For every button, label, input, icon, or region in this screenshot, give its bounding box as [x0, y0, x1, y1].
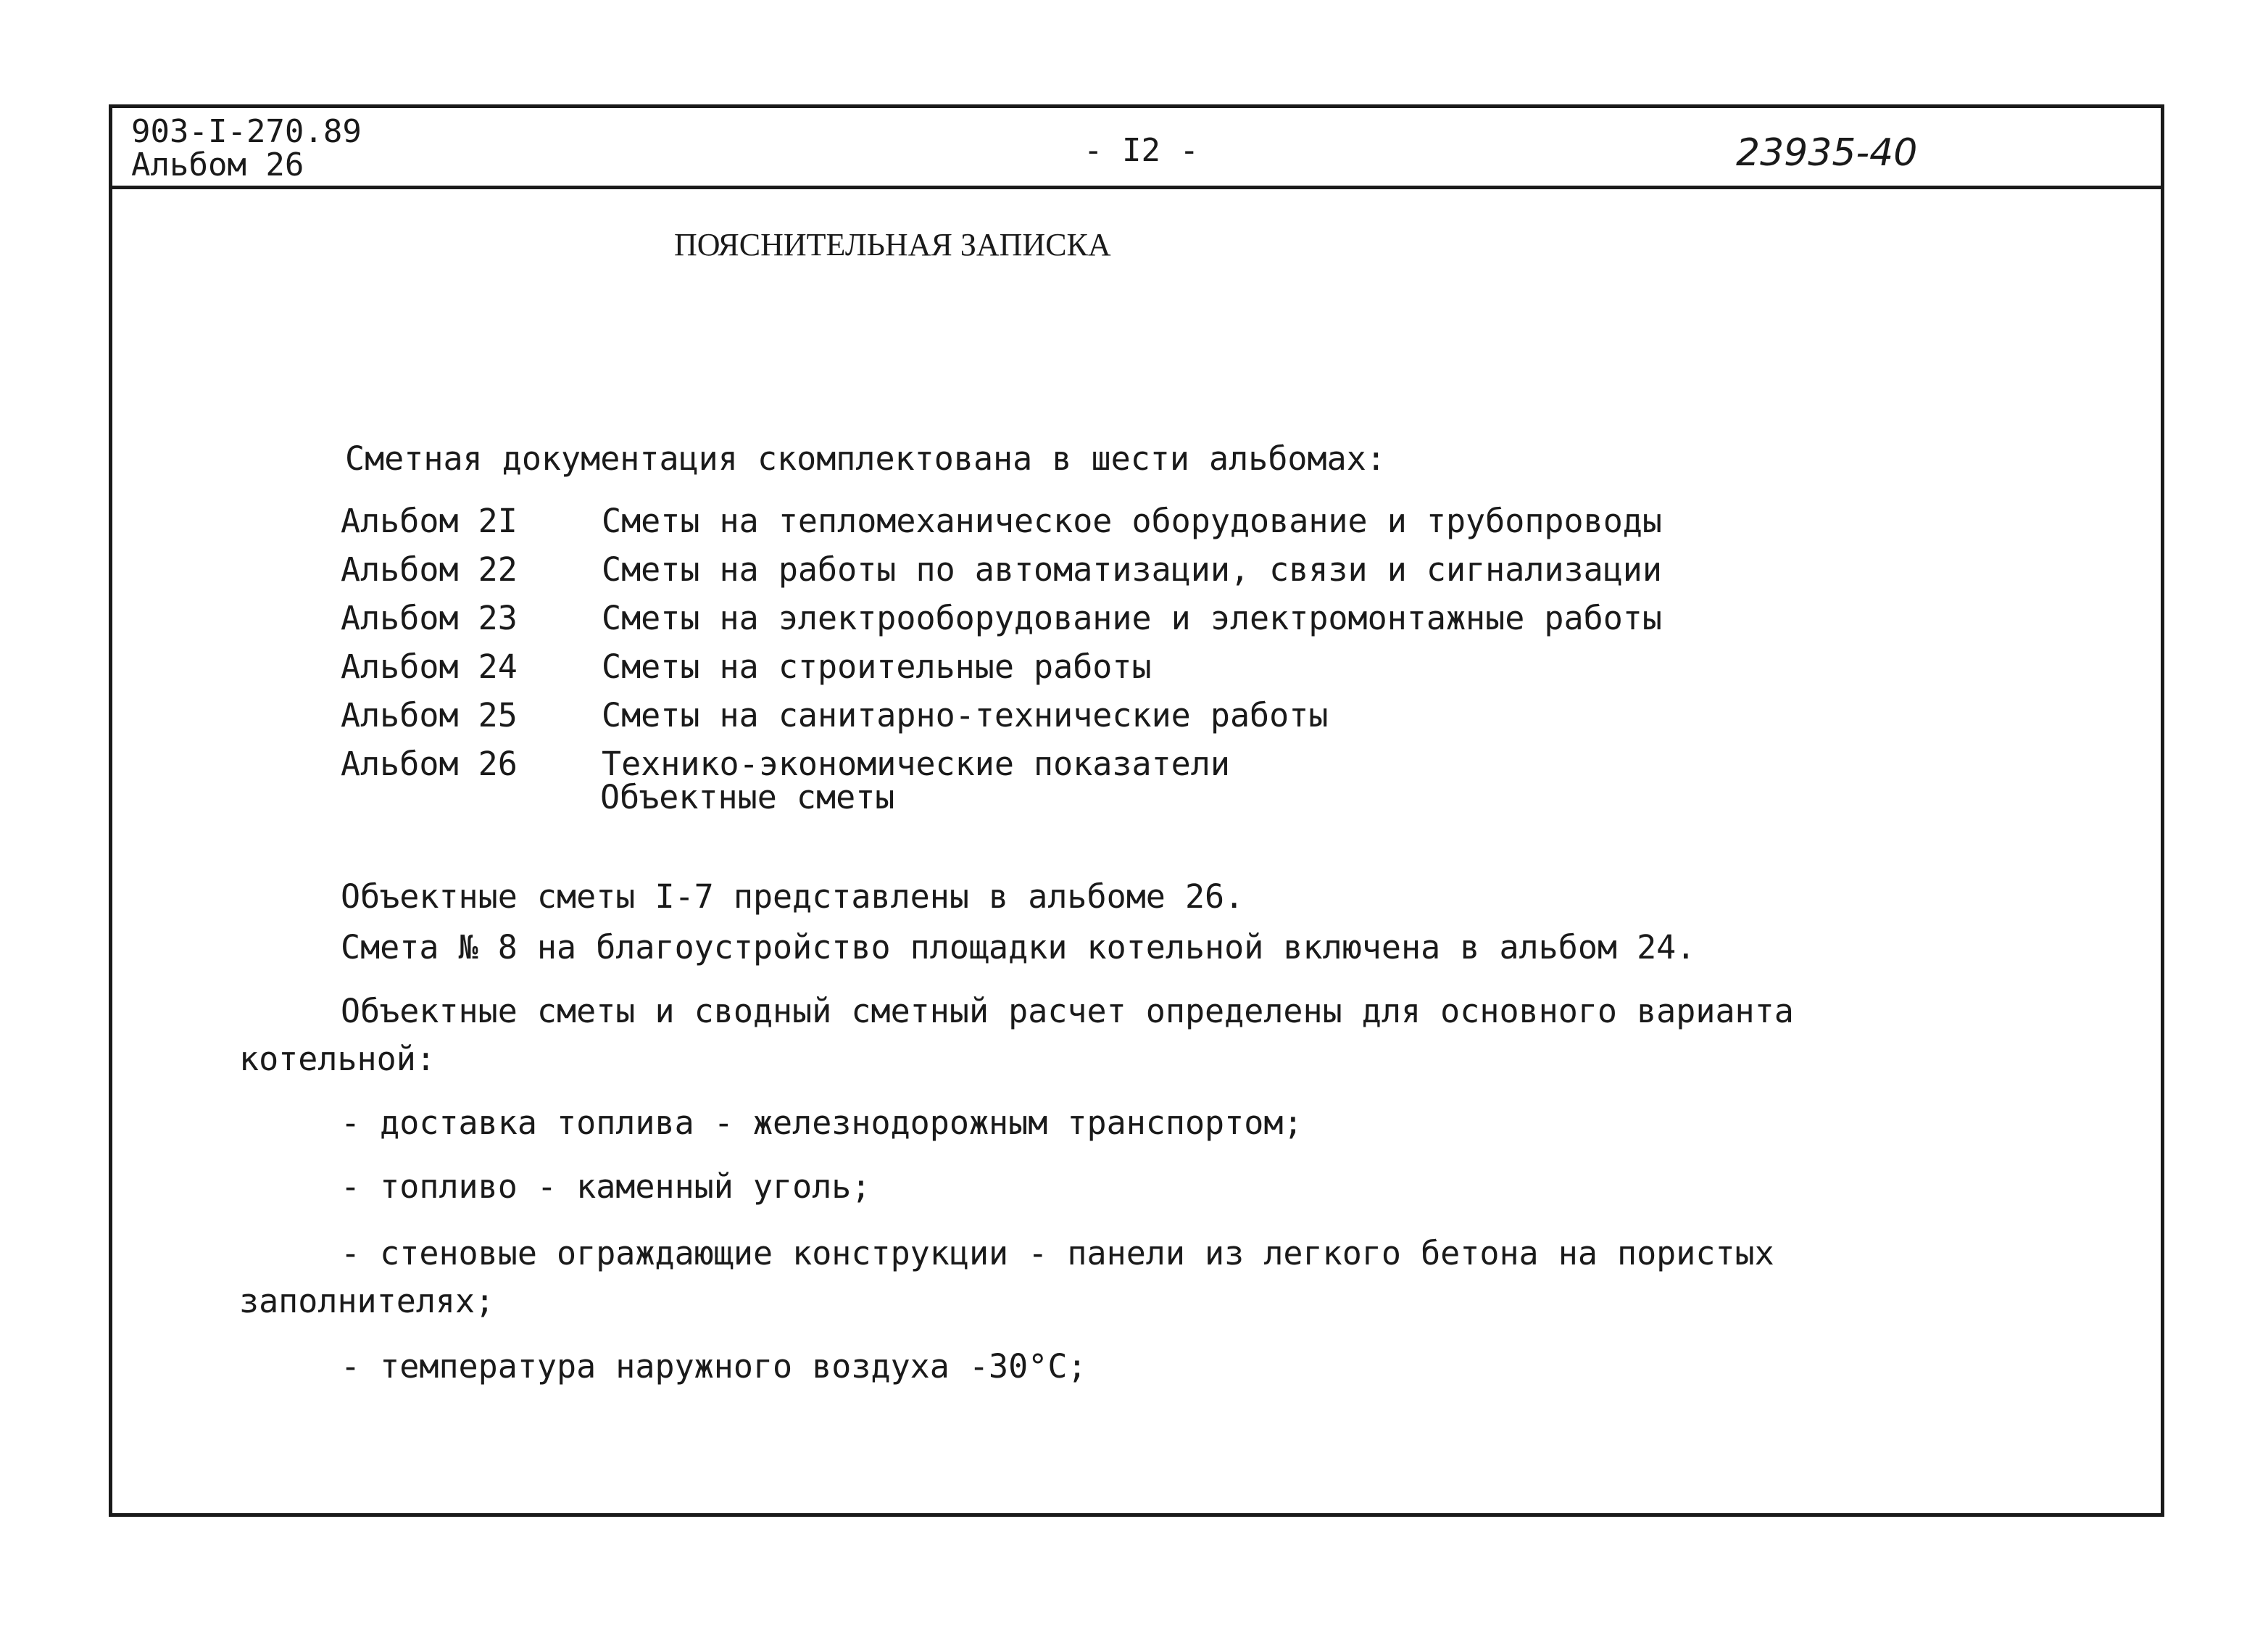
album-label: Альбом 23 [341, 599, 518, 637]
intro-text: Сметная документация скомплектована в шести альбомах: [345, 439, 1386, 478]
album-description: Сметы на работы по автоматизации, связи и сигнализации [602, 550, 1662, 589]
document-code-line-1: 903-I-270.89 [131, 113, 362, 150]
album-label: Альбом 24 [341, 647, 518, 686]
paragraph-main-variant-line-1: Объектные сметы и сводный сметный расчет определены для основного варианта [341, 992, 1794, 1030]
bullet-fuel-delivery: - доставка топлива - железнодорожным транспортом; [341, 1104, 1303, 1142]
bullet-fuel-type: - топливо - каменный уголь; [341, 1167, 871, 1206]
album-description: Технико-экономические показатели [602, 745, 1230, 783]
inventory-number: 23935-40 [1736, 131, 1918, 175]
bullet-wall-structures-line-1: - стеновые ограждающие конструкции - панели из легкого бетона на пористых [341, 1234, 1774, 1272]
album-description: Сметы на тепломеханическое оборудование и трубопроводы [602, 502, 1662, 540]
bullet-wall-structures-line-2: заполнителях; [239, 1282, 495, 1320]
document-title: ПОЯСНИТЕЛЬНАЯ ЗАПИСКА [674, 227, 1111, 262]
document-code-line-2: Альбом 26 [131, 146, 304, 183]
album-label: Альбом 22 [341, 550, 518, 589]
album-label: Альбом 25 [341, 696, 518, 734]
page-number: - I2 - [1084, 132, 1199, 169]
paragraph-estimate-8: Смета № 8 на благоустройство площадки котельной включена в альбом 24. [341, 928, 1696, 966]
album-description-line-2: Объектные сметы [600, 778, 895, 816]
document-code [131, 115, 362, 182]
album-label: Альбом 2I [341, 502, 518, 540]
paragraph-main-variant-line-2: котельной: [239, 1040, 436, 1078]
album-label: Альбом 26 [341, 745, 518, 783]
bullet-outdoor-temperature: - температура наружного воздуха -30°С; [341, 1347, 1087, 1386]
paragraph-objective-estimates: Объектные сметы I-7 представлены в альбоме 26. [341, 877, 1245, 916]
header-strip [112, 108, 2161, 189]
album-description: Сметы на строительные работы [602, 647, 1152, 686]
album-description: Сметы на санитарно-технические работы [602, 696, 1329, 734]
album-description: Сметы на электрооборудование и электромонтажные работы [602, 599, 1662, 637]
